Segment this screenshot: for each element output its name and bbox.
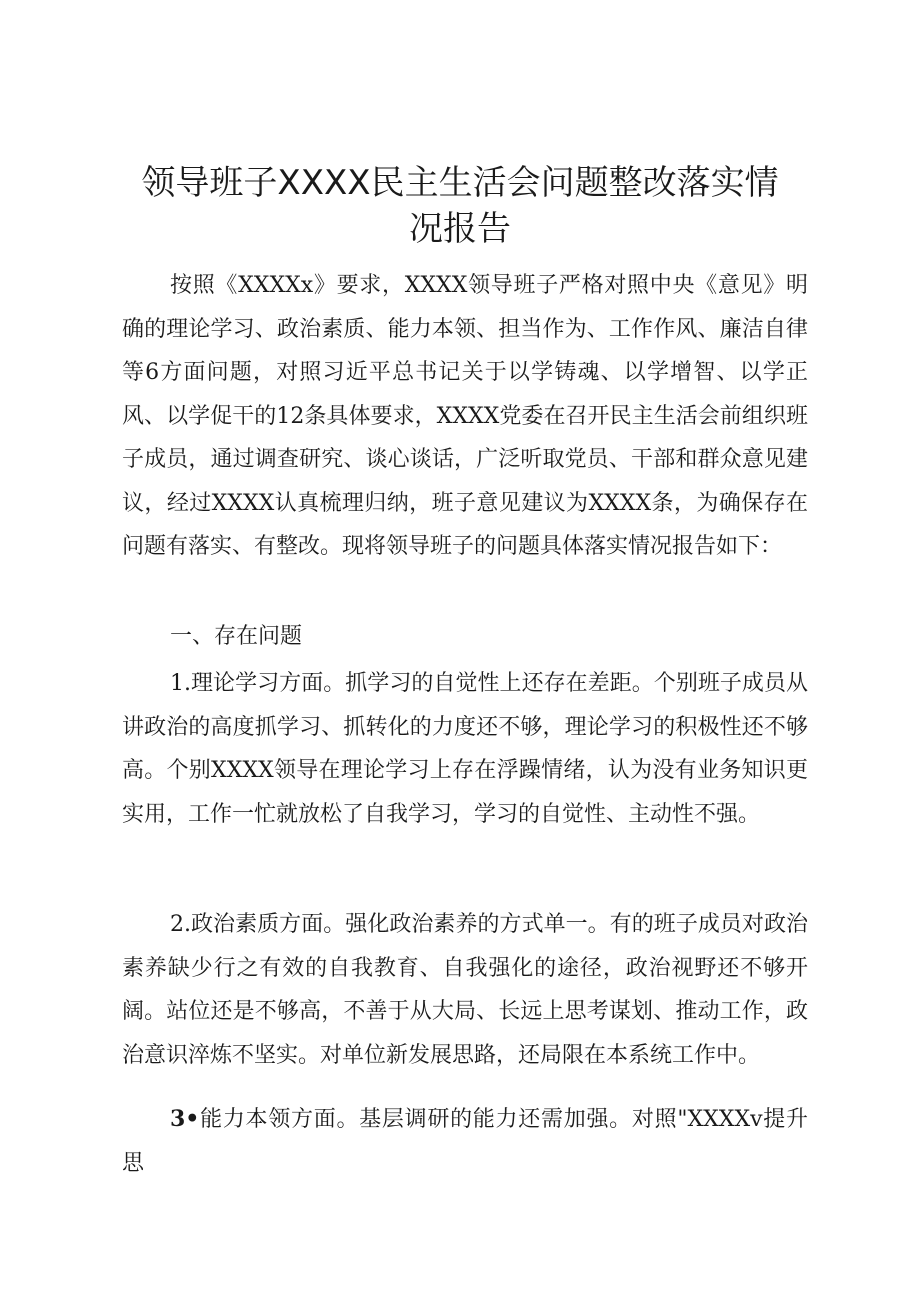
item-2-paragraph: 2.政治素质方面。强化政治素养的方式单一。有的班子成员对政治素养缺少行之有效的自我教育、自我强化的途径，政治视野还不够开阔。站位还是不够高，不善于从大局、长远上思考谋划、推动工作，政治意识淬炼不坚实。对单位新发展思路，还局限在本系统工作中。 xyxy=(122,912,808,1068)
document-title-line-1: 领导班子XXXX民主生活会问题整改落实情 xyxy=(141,163,779,203)
item-1-paragraph: 1.理论学习方面。抓学习的自觉性上还存在差距。个别班子成员从讲政治的高度抓学习、抓转化的力度还不够，理论学习的积极性还不够高。个别XXXX领导在理论学习上存在浮躁情绪，认为没有业务知识更实用，工作一忙就放松了自我学习，学习的自觉性、主动性不强。 xyxy=(122,671,808,827)
item-3-paragraph xyxy=(122,1098,808,1185)
section-heading: 一、存在问题 xyxy=(170,624,303,649)
intro-paragraph: 按照《XXXXx》要求，XXXX领导班子严格对照中央《意见》明确的理论学习、政治素质、能力本领、担当作为、工作作风、廉洁自律等6方面问题，对照习近平总书记关于以学铸魂、以学增智、以学正风、以学促干的12条具体要求，XXXX党委在召开民主生活会前组织班子成员，通过调查研究、谈心谈话，广泛听取党员、干部和群众意见建议，经过XXXX认真梳理归纳，班子意见建议为XXXX条，为确保存在问题有落实、有整改。现将领导班子的问题具体落实情况报告如下： xyxy=(122,273,808,559)
item-3-text: 能力本领方面。基层调研的能力还需加强。对照"XXXXv提升思 xyxy=(122,1107,808,1176)
item-3-number: 3• xyxy=(170,1106,200,1132)
document-title-line-2: 况报告 xyxy=(409,209,511,249)
